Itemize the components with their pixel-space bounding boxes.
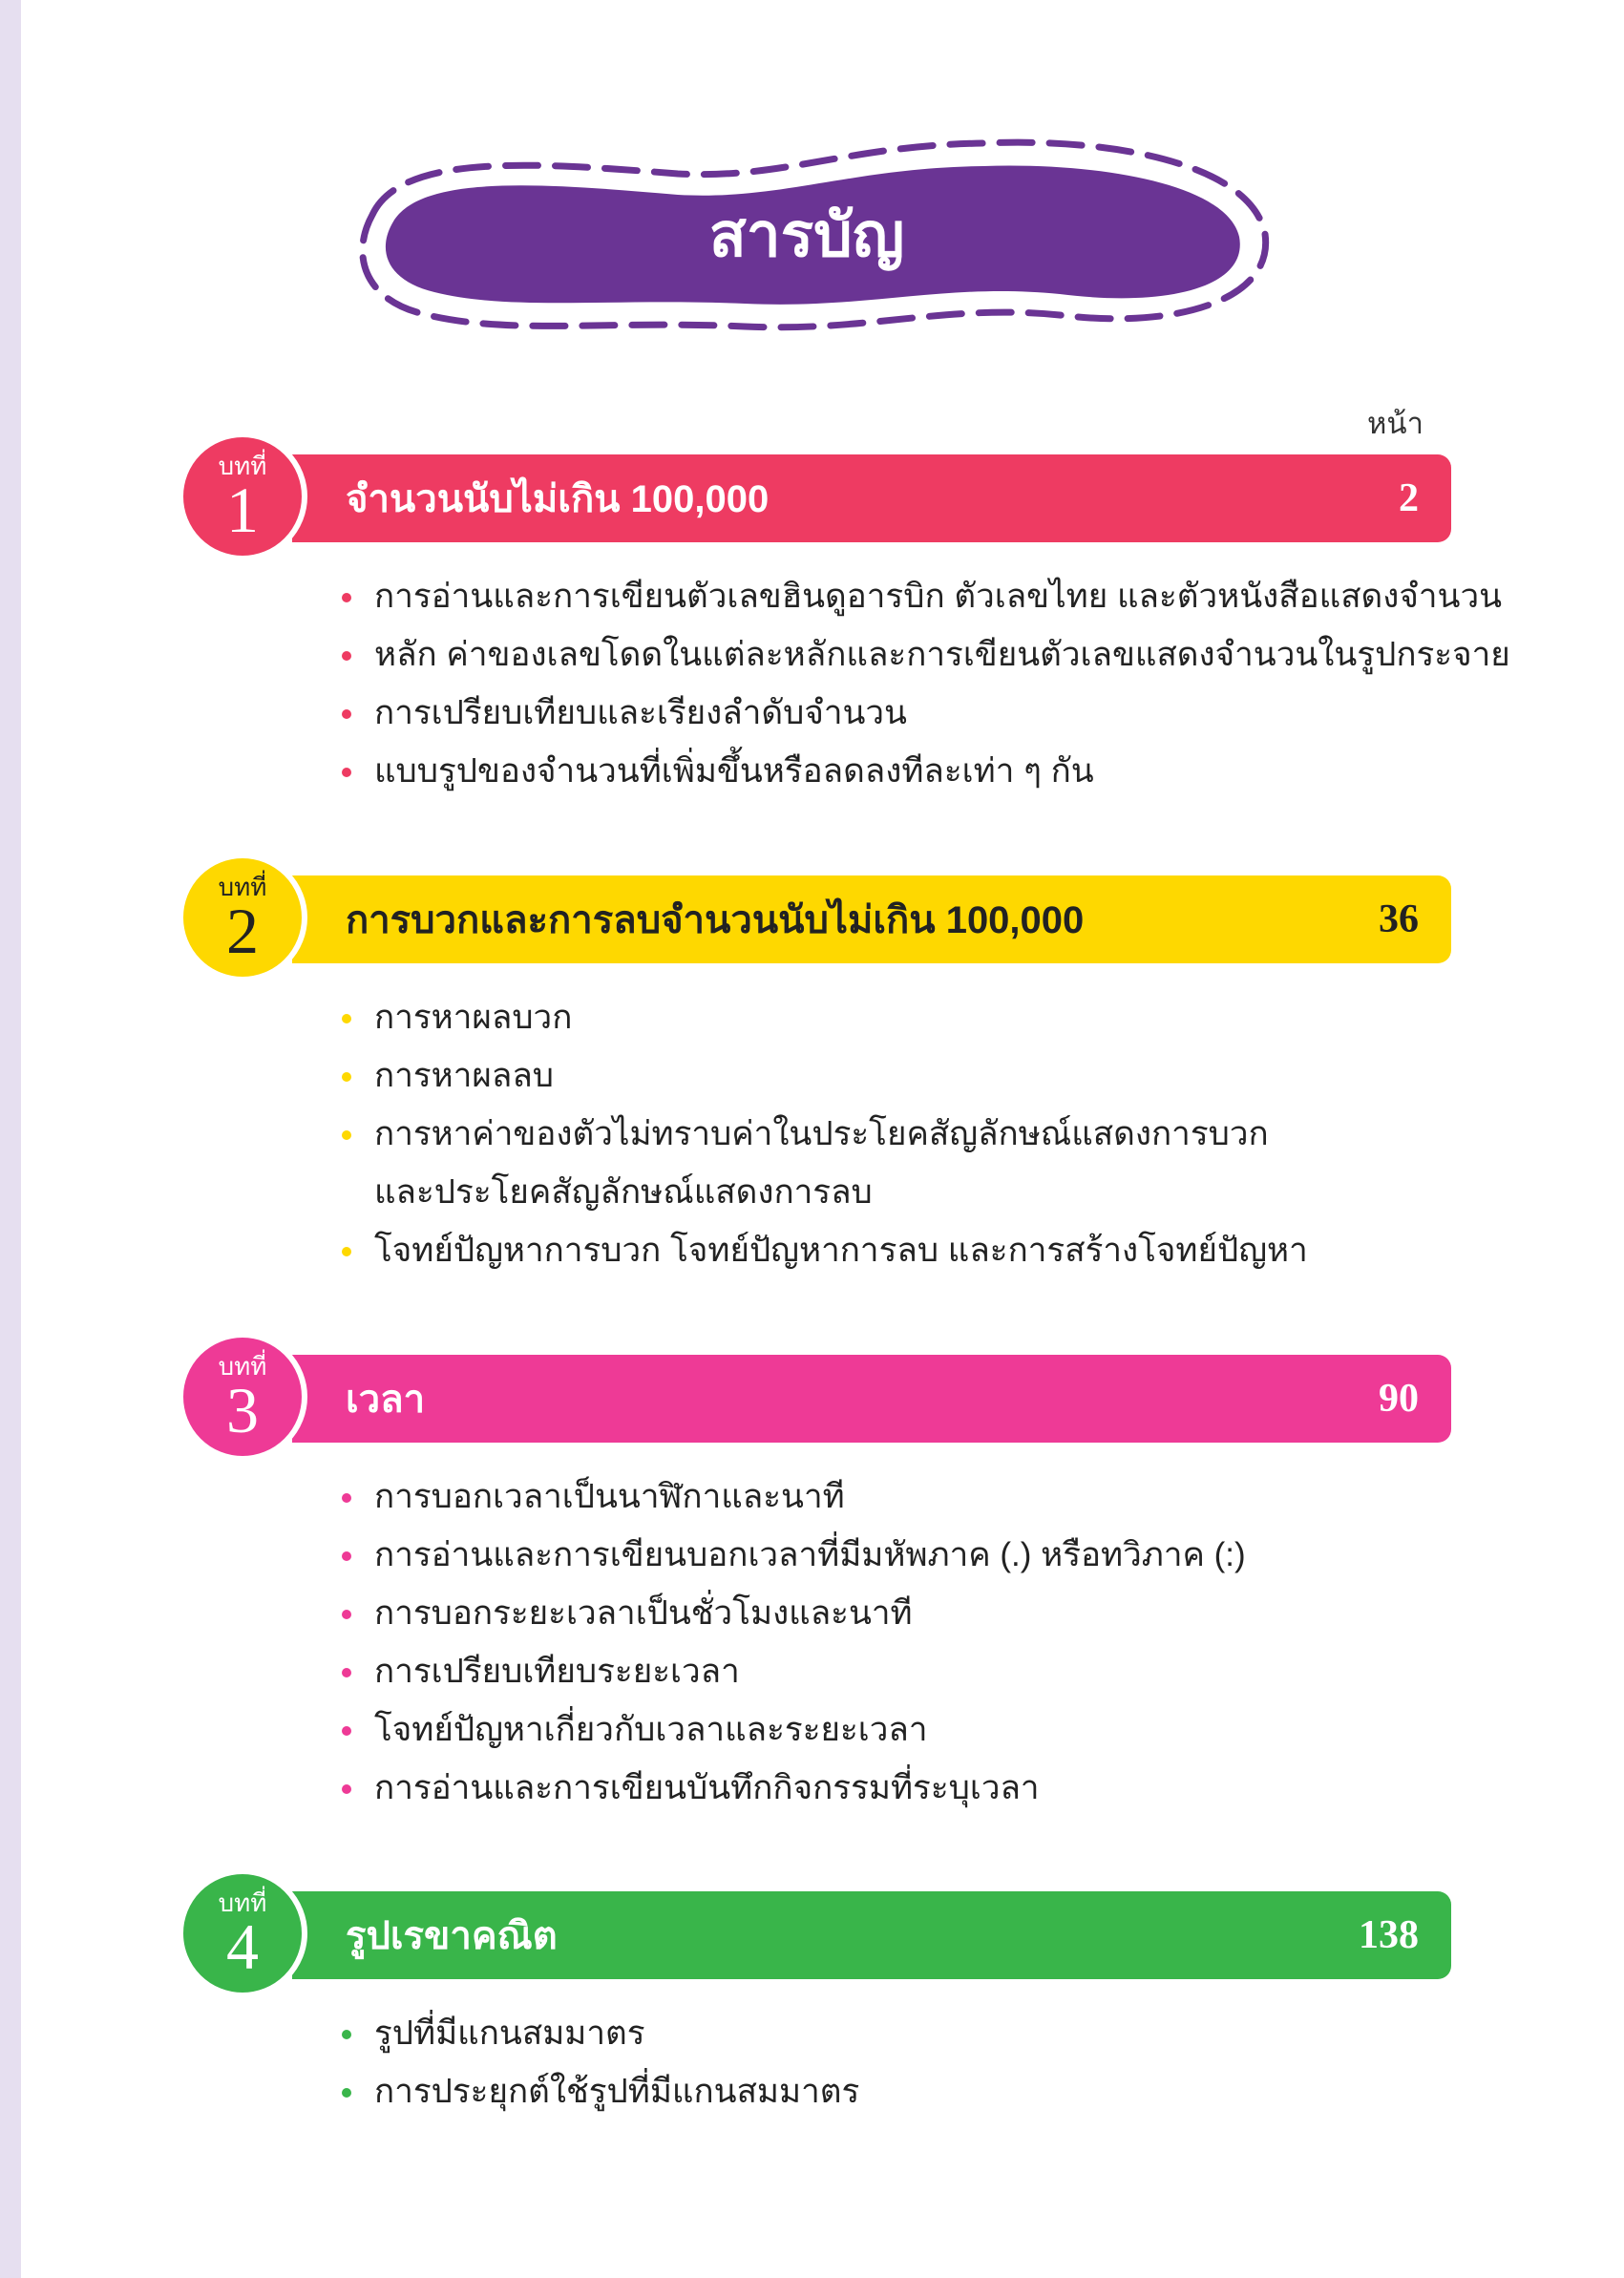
chapter-page-number: 90 <box>1379 1377 1419 1421</box>
bullet-icon <box>342 1493 351 1503</box>
chapter-label: บทที่ <box>218 1352 267 1381</box>
topic-text: หลัก ค่าของเลขโดดในแต่ละหลักและการเขียนตัวเลขแสดงจำนวนในรูปกระจาย <box>374 636 1510 673</box>
topic-text: การเปรียบเทียบระยะเวลา <box>374 1653 740 1690</box>
bullet-icon <box>342 593 351 602</box>
page-title: สารบัญ <box>708 200 905 269</box>
bullet-icon <box>342 1551 351 1561</box>
topic-text: แบบรูปของจำนวนที่เพิ่มขึ้นหรือลดลงทีละเท่า ๆ กัน <box>374 752 1094 790</box>
topic-text: การหาผลบวก <box>374 999 573 1036</box>
topic-text: รูปที่มีแกนสมมาตร <box>374 2014 645 2052</box>
toc-title-banner <box>334 124 1279 353</box>
chapter-3-topic-list <box>340 1467 1246 1817</box>
chapter-1-heading-bar[interactable] <box>292 454 1451 542</box>
bullet-icon <box>342 1130 351 1140</box>
chapter-1-badge <box>178 432 307 561</box>
topic-text: โจทย์ปัญหาการบวก โจทย์ปัญหาการลบ และการสร้างโจทย์ปัญหา <box>374 1232 1308 1269</box>
list-item <box>340 1105 1308 1221</box>
bullet-icon <box>342 1247 351 1256</box>
list-item <box>340 1467 1246 1526</box>
chapter-2-badge <box>178 853 307 982</box>
list-item <box>340 684 1510 742</box>
page-column-label: หน้า <box>1366 407 1424 440</box>
bullet-icon <box>342 2088 351 2098</box>
chapter-1-topic-list <box>340 567 1510 800</box>
left-margin-strip <box>0 0 21 2278</box>
list-item <box>340 1046 1308 1105</box>
chapter-label: บทที่ <box>218 1888 267 1917</box>
bullet-icon <box>342 709 351 719</box>
chapter-4-topic-list <box>340 2004 859 2120</box>
chapter-4-badge <box>178 1868 307 1998</box>
chapter-title: เวลา <box>346 1379 426 1421</box>
chapter-title: จำนวนนับไม่เกิน 100,000 <box>346 478 770 520</box>
list-item <box>340 1526 1246 1584</box>
topic-text: การประยุกต์ใช้รูปที่มีแกนสมมาตร <box>374 2073 860 2110</box>
chapter-page-number: 36 <box>1379 897 1419 941</box>
topic-text: การบอกระยะเวลาเป็นชั่วโมงและนาที <box>374 1594 913 1632</box>
bullet-icon <box>342 1610 351 1619</box>
topic-text: การเปรียบเทียบและเรียงลำดับจำนวน <box>374 694 907 731</box>
list-item <box>340 2062 859 2120</box>
chapter-4-heading-bar[interactable] <box>292 1891 1451 1979</box>
chapter-title: การบวกและการลบจำนวนนับไม่เกิน 100,000 <box>346 899 1085 941</box>
chapter-label: บทที่ <box>218 873 267 901</box>
chapter-2-heading-bar[interactable] <box>292 875 1451 963</box>
list-item <box>340 625 1510 684</box>
topic-text: การอ่านและการเขียนบันทึกกิจกรรมที่ระบุเวลา <box>374 1769 1040 1806</box>
bullet-icon <box>342 1726 351 1736</box>
chapter-3-heading-bar[interactable] <box>292 1355 1451 1443</box>
bullet-icon <box>342 768 351 777</box>
chapter-number: 2 <box>226 895 259 967</box>
chapter-page-number: 138 <box>1359 1913 1419 1957</box>
topic-text: การอ่านและการเขียนบอกเวลาที่มีมหัพภาค (.) หรือทวิภาค (:) <box>374 1536 1246 1573</box>
bullet-icon <box>342 1668 351 1677</box>
chapter-page-number: 2 <box>1399 476 1419 520</box>
bullet-icon <box>342 1014 351 1023</box>
topic-text: การอ่านและการเขียนตัวเลขฮินดูอารบิก ตัวเลขไทย และตัวหนังสือแสดงจำนวน <box>374 578 1503 615</box>
bullet-icon <box>342 2030 351 2039</box>
chapter-number: 3 <box>226 1374 259 1446</box>
list-item <box>340 1759 1246 1817</box>
topic-text: การหาค่าของตัวไม่ทราบค่าในประโยคสัญลักษณ์แสดงการบวก <box>374 1115 1269 1152</box>
list-item <box>340 988 1308 1046</box>
topic-text: การหาผลลบ <box>374 1057 554 1094</box>
chapter-number: 1 <box>226 474 259 546</box>
bullet-icon <box>342 1784 351 1794</box>
chapter-2-topic-list <box>340 988 1308 1279</box>
list-item <box>340 1221 1308 1279</box>
topic-text: โจทย์ปัญหาเกี่ยวกับเวลาและระยะเวลา <box>374 1711 928 1748</box>
chapter-label: บทที่ <box>218 452 267 480</box>
bullet-icon <box>342 651 351 661</box>
list-item <box>340 1700 1246 1759</box>
list-item <box>340 1642 1246 1700</box>
list-item <box>340 742 1510 800</box>
list-item <box>340 567 1510 625</box>
chapter-3-badge <box>178 1332 307 1462</box>
list-item <box>340 1584 1246 1642</box>
chapter-title: รูปเรขาคณิต <box>346 1915 558 1957</box>
chapter-number: 4 <box>226 1910 259 1983</box>
topic-text: การบอกเวลาเป็นนาฬิกาและนาที <box>374 1478 845 1515</box>
topic-text-continued: และประโยคสัญลักษณ์แสดงการลบ <box>374 1173 873 1211</box>
list-item <box>340 2004 859 2062</box>
bullet-icon <box>342 1072 351 1082</box>
